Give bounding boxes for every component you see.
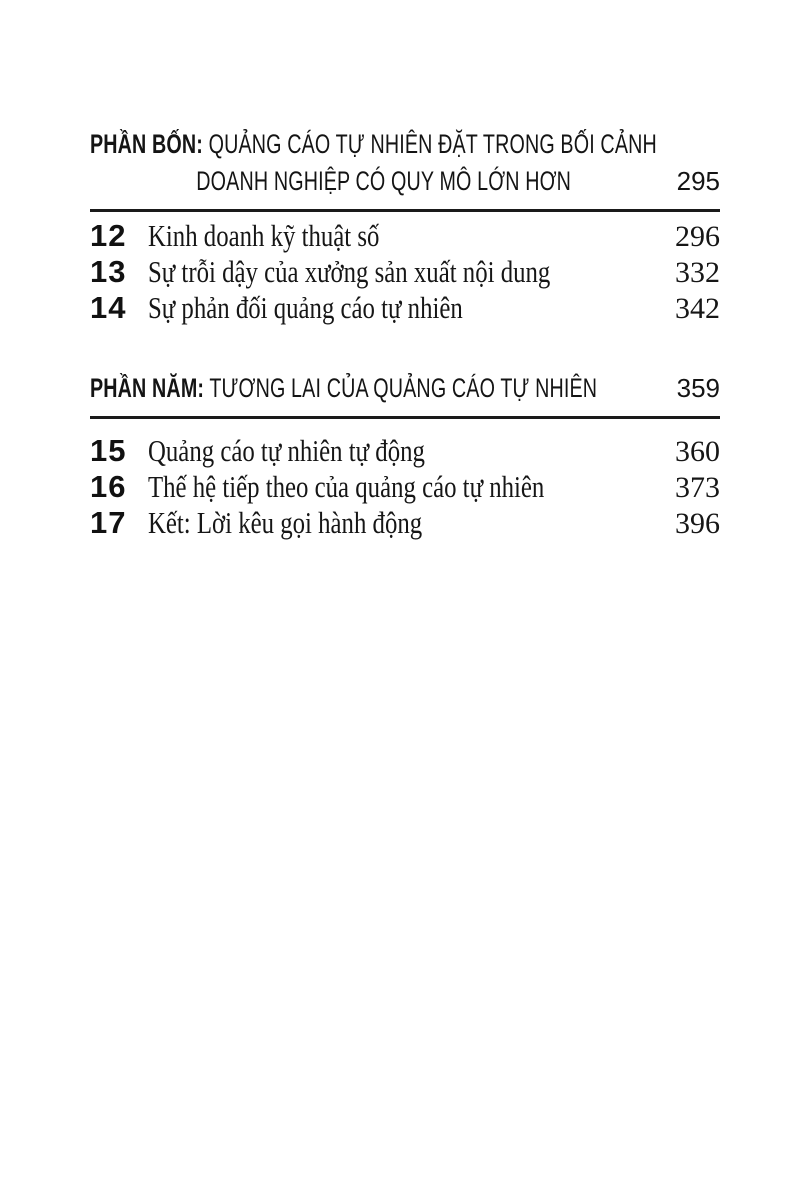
toc-section-phan-nam <box>90 372 720 541</box>
section-label: PHẦN NĂM: <box>90 373 205 403</box>
chapter-page-number: 360 <box>675 435 720 468</box>
toc-content <box>0 0 800 541</box>
toc-entry <box>90 505 720 541</box>
section-heading-line1 <box>90 128 720 165</box>
chapter-list <box>90 433 720 541</box>
section-title-line1: QUẢNG CÁO TỰ NHIÊN ĐẶT TRONG BỐI CẢNH <box>208 129 657 159</box>
chapter-number: 12 <box>90 218 127 253</box>
chapter-title: Thế hệ tiếp theo của quảng cáo tự nhiên <box>148 469 545 504</box>
chapter-title: Quảng cáo tự nhiên tự động <box>148 433 425 468</box>
section-label: PHẦN BỐN: <box>90 129 204 159</box>
chapter-number: 13 <box>90 254 127 289</box>
section-divider <box>90 209 720 212</box>
toc-entry <box>90 433 720 469</box>
section-title-line2: DOANH NGHIỆP CÓ QUY MÔ LỚN HƠN <box>195 166 571 196</box>
chapter-page-number: 296 <box>675 220 720 253</box>
chapter-title: Kinh doanh kỹ thuật số <box>148 218 380 253</box>
section-title-line1: TƯƠNG LAI CỦA QUẢNG CÁO TỰ NHIÊN <box>209 373 598 403</box>
toc-entry <box>90 254 720 290</box>
chapter-page-number: 396 <box>675 507 720 540</box>
chapter-page-number: 332 <box>675 256 720 289</box>
section-heading-line2 <box>90 165 720 202</box>
chapter-number: 15 <box>90 433 127 468</box>
chapter-title: Sự trỗi dậy của xưởng sản xuất nội dung <box>148 254 551 289</box>
section-page-number: 359 <box>676 373 720 403</box>
toc-entry <box>90 469 720 505</box>
toc-section-phan-bon <box>90 128 720 326</box>
chapter-number: 17 <box>90 505 127 540</box>
chapter-title: Sự phản đối quảng cáo tự nhiên <box>148 290 463 325</box>
section-page-number: 295 <box>676 166 720 196</box>
chapter-number: 14 <box>90 290 127 325</box>
chapter-list <box>90 218 720 326</box>
chapter-page-number: 342 <box>675 292 720 325</box>
chapter-title: Kết: Lời kêu gọi hành động <box>148 505 423 540</box>
chapter-page-number: 373 <box>675 471 720 504</box>
chapter-number: 16 <box>90 469 127 504</box>
toc-entry <box>90 218 720 254</box>
section-heading <box>90 372 720 409</box>
toc-entry <box>90 290 720 326</box>
section-divider <box>90 416 720 419</box>
